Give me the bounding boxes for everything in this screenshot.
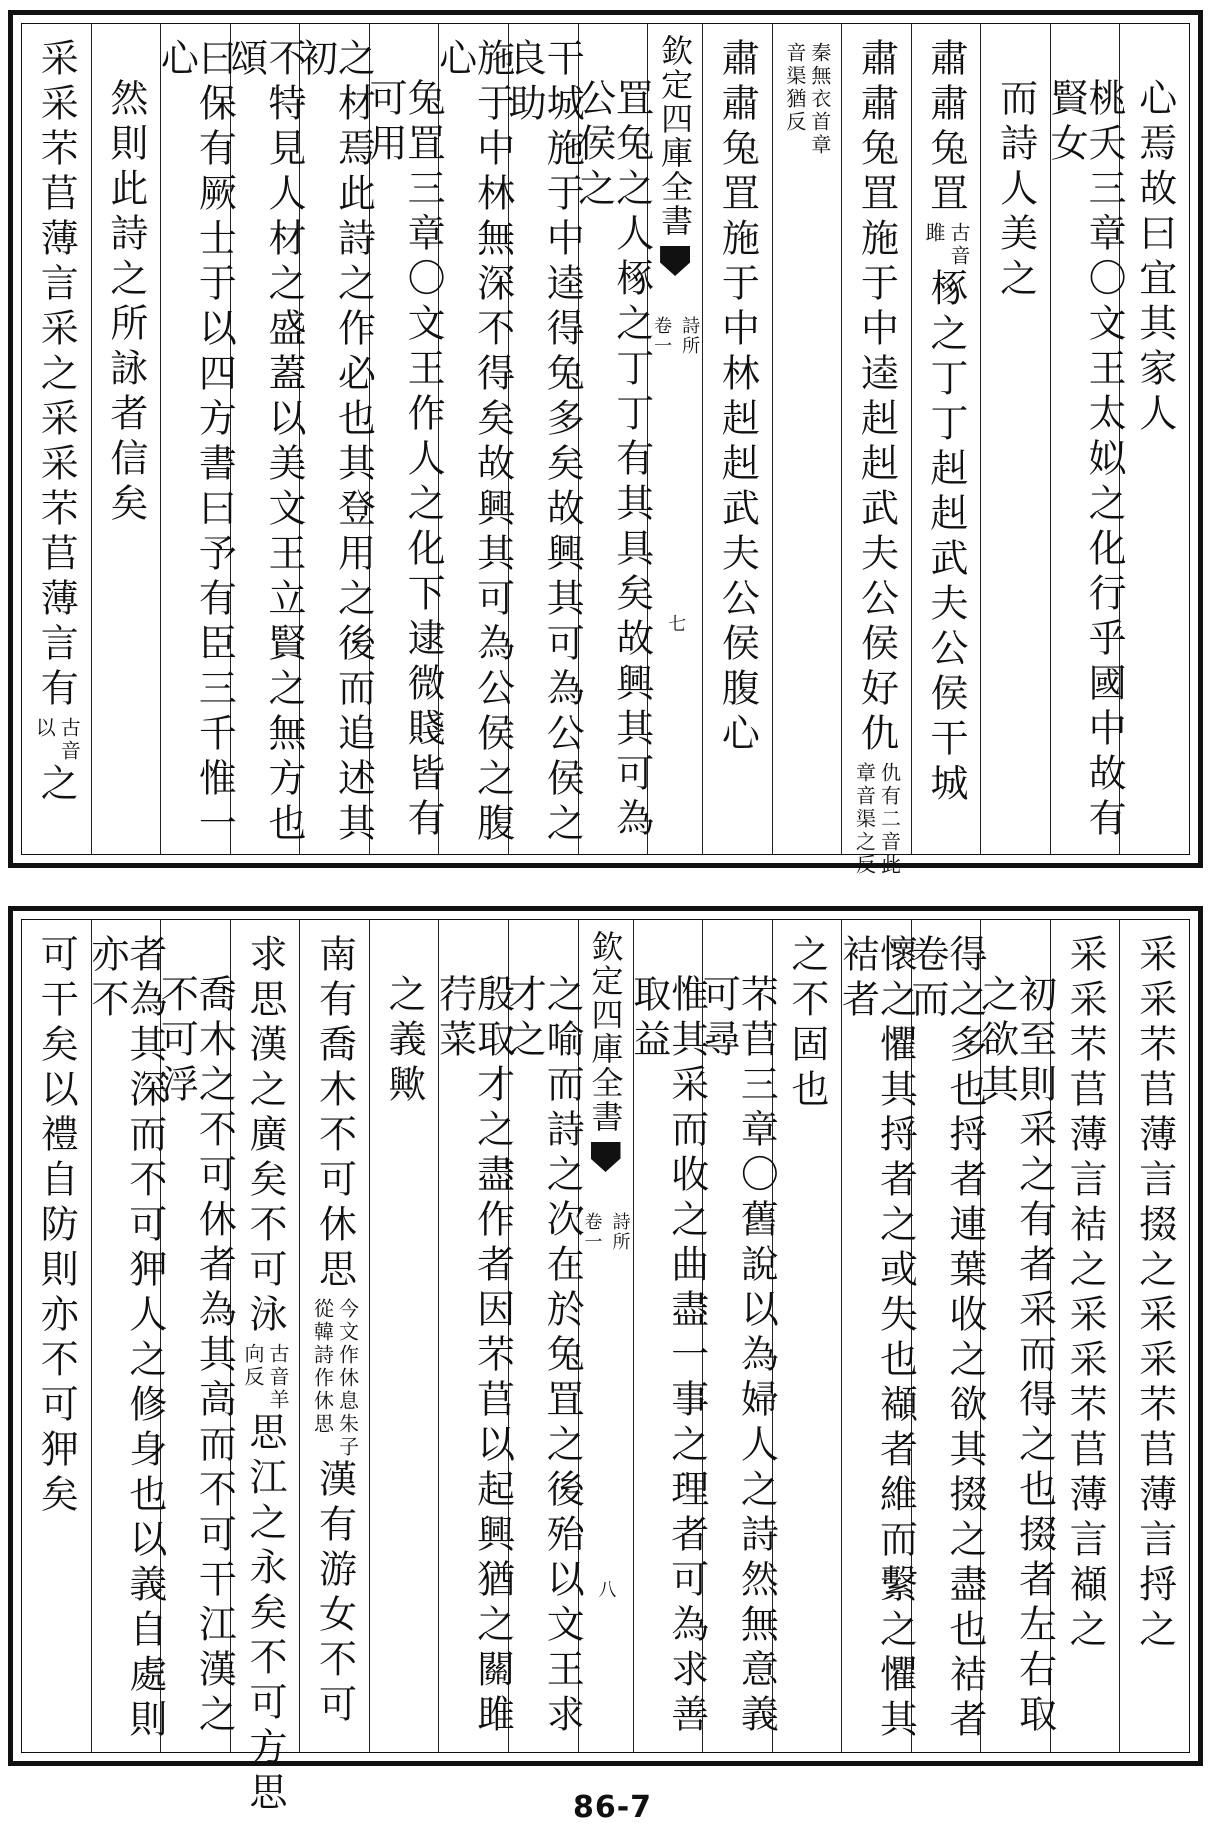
center-fold [578, 920, 633, 1752]
text-column [363, 24, 446, 854]
page-footer-number: 86-7 [572, 1790, 653, 1825]
text-column [772, 24, 842, 854]
text-line: 殷取才之盡作者因芣苢以起興猶之關雎荇菜 [432, 974, 515, 1739]
text-line: 芣苢三章〇舊說以為婦人之詩然無意義可尋 [696, 974, 779, 1739]
volume-name: 詩所 [679, 316, 701, 356]
annotation [32, 717, 80, 763]
text-column [299, 920, 369, 1752]
text-column [22, 920, 91, 1752]
annotation-line: 古音羊 [265, 1343, 290, 1412]
fish-tail-mark [591, 1142, 621, 1172]
text-column [772, 920, 842, 1752]
annotation [783, 42, 831, 157]
text-line: 惟其采而收之曲盡一事之理者可為求善取益 [626, 974, 709, 1739]
text-line: 桃夭三章〇文王太姒之化行乎國中故有賢女 [1044, 78, 1127, 843]
annotation-line: 音渠猶反 [782, 42, 807, 134]
text-line: 肅肅兔罝 [924, 38, 969, 218]
text-column [974, 920, 1057, 1752]
annotation [311, 1298, 359, 1459]
text-line: 曰保有厥士于以四方書曰予有臣三千惟一心 [154, 38, 237, 848]
text-line: 可干矣以禮自防則亦不可狎矣 [34, 934, 79, 1519]
annotation-line: 秦無衣首章 [807, 42, 832, 157]
text-column [22, 24, 91, 854]
text-line: 而詩人美之 [993, 78, 1038, 303]
annotation-line: 章音渠之反 [852, 762, 877, 877]
text-column [1119, 24, 1189, 854]
text-line: 求思漢之廣矣不可泳 [242, 934, 287, 1339]
text-column [841, 24, 911, 877]
text-line: 干城施于中逵得兔多矣故興其可為公侯之良助 [502, 38, 585, 848]
text-column [911, 24, 981, 854]
text-line: 之 [34, 763, 79, 808]
book-title: 欽定四庫全書 [586, 930, 625, 1134]
text-column [91, 24, 161, 854]
text-line: 懷之懼其捋者之或失也襭者維而繫之懼其袺者 [835, 934, 918, 1744]
text-column [571, 24, 654, 854]
text-column [1050, 920, 1120, 1752]
text-line: 喬木之不可休者為其高而不可干江漢之不可浮 [154, 974, 237, 1739]
text-column [835, 920, 918, 1752]
volume-name: 詩所 [609, 1212, 631, 1252]
annotation-line: 仇有二音此 [877, 762, 902, 877]
top-page-columns [21, 23, 1190, 877]
text-line: 南有喬木不可休思 [312, 934, 357, 1294]
text-column [84, 920, 167, 1752]
page-number: 八 [595, 1580, 617, 1598]
text-column [696, 920, 779, 1752]
text-column [1044, 24, 1127, 854]
text-column [432, 920, 515, 1752]
volume-number: 卷一 [651, 316, 673, 356]
text-column [502, 24, 585, 854]
text-column [432, 24, 515, 854]
text-column [1119, 920, 1189, 1752]
text-column [502, 920, 585, 1752]
annotation [922, 222, 970, 268]
text-line: 不特見人材之盛蓋以美文王立賢之無方也頌 [223, 38, 306, 848]
book-title: 欽定四庫全書 [656, 34, 695, 238]
volume-number: 卷一 [581, 1212, 603, 1252]
annotation-line: 雎 [922, 222, 947, 245]
top-page-panel [8, 10, 1203, 877]
text-line: 者為其深而不可狎人之修身也以義自處則亦不 [84, 934, 167, 1744]
text-line: 之喻而詩之次在於兔罝之後殆以文王求才之 [502, 974, 585, 1739]
text-line: 肅肅兔罝施于中逵赳赳武夫公侯好仇 [854, 38, 899, 758]
text-column [702, 24, 772, 854]
text-line: 采采芣苢薄言采之采采芣苢薄言有 [34, 38, 79, 713]
text-column [980, 24, 1050, 854]
center-fold [647, 24, 702, 854]
annotation-line: 古音 [57, 717, 82, 763]
annotation-line: 從韓詩作休思 [310, 1298, 335, 1436]
text-line: 罝兔之人椓之丁丁有其具矣故興其可為公侯之 [571, 78, 654, 843]
annotation-line: 古音 [947, 222, 972, 268]
text-column [626, 920, 709, 1752]
text-line: 采采芣苢薄言掇之采采芣苢薄言捋之 [1132, 934, 1177, 1654]
text-line: 之材焉此詩之作必也其登用之後而追述其初 [293, 38, 376, 848]
text-column [154, 24, 237, 854]
page-number: 七 [665, 614, 687, 632]
text-line: 采采芣苢薄言袺之采采芣苢薄言襭之 [1063, 934, 1108, 1654]
text-line: 之義歟 [382, 974, 427, 1109]
fish-tail-mark [660, 246, 690, 276]
text-line: 肅肅兔罝施于中林赳赳武夫公侯腹心 [715, 38, 760, 758]
text-line: 心焉故曰宜其家人 [1132, 78, 1177, 438]
annotation [241, 1343, 289, 1412]
text-column [905, 920, 988, 1752]
text-line: 思江之永矣不可方思 [242, 1412, 287, 1817]
annotation-line: 以 [32, 717, 57, 740]
text-line: 然則此詩之所詠者信矣 [103, 78, 148, 528]
annotation-line: 向反 [240, 1343, 265, 1389]
text-line: 兔罝三章〇文王作人之化下逮微賤皆有可用 [363, 78, 446, 843]
text-column [223, 24, 306, 854]
text-column [154, 920, 237, 1752]
text-line: 之不固也 [784, 934, 829, 1114]
text-line: 漢有游女不可 [312, 1459, 357, 1729]
annotation [852, 762, 900, 877]
text-line: 椓之丁丁赳赳武夫公侯干城 [924, 268, 969, 808]
text-line: 初至則采之有者采而得之也掇者左右取之欲其 [974, 974, 1057, 1739]
text-line: 施于中林無深不得矣故興其可為公侯之腹心 [432, 38, 515, 848]
annotation-line: 今文作休息朱子 [335, 1298, 360, 1459]
text-column [230, 920, 300, 1817]
text-line: 得之多也捋者連葉收之欲其掇之盡也袺者卷而 [905, 934, 988, 1744]
text-column [369, 920, 439, 1752]
text-column [293, 24, 376, 854]
